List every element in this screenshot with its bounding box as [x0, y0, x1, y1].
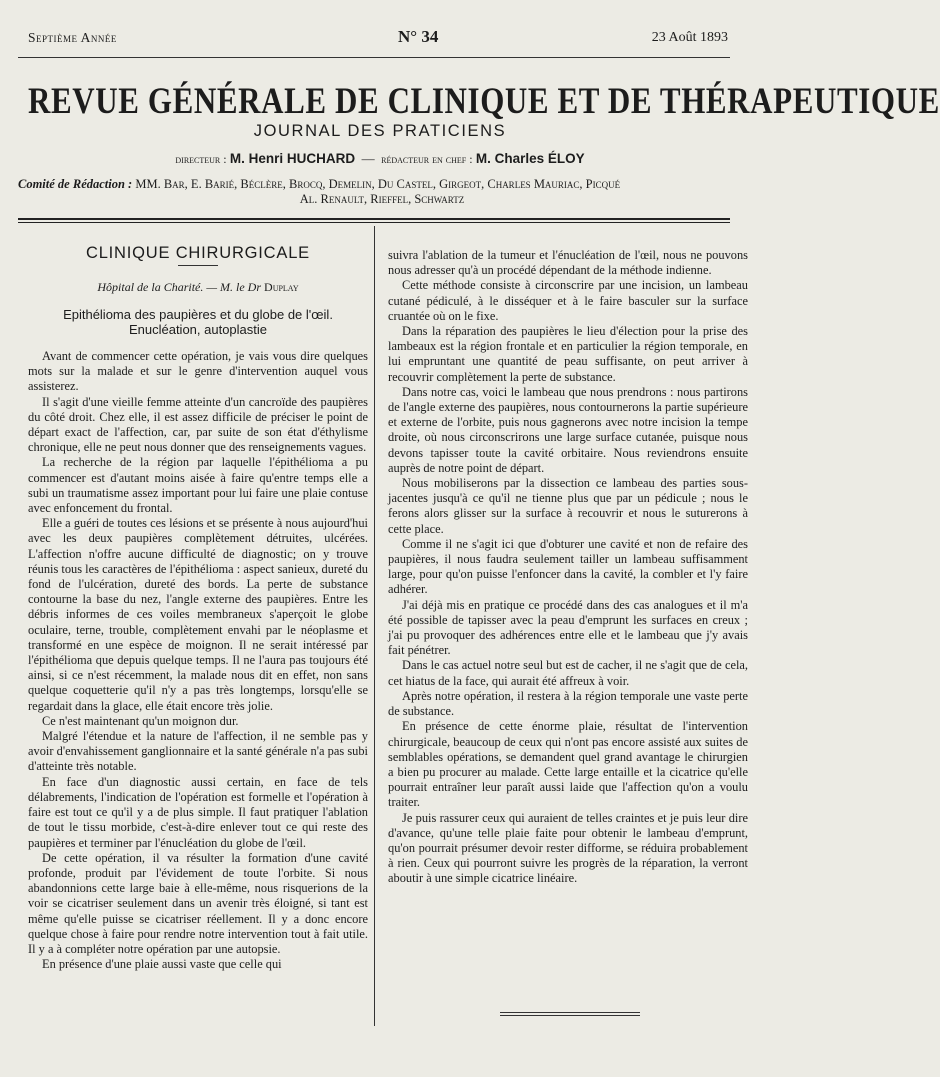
paragraph: De cette opération, il va résulter la formation d'une cavité profonde, produit par l'évidement de toute l'orbite. Si nous abandonnions cette large baie à elle-même, nous risquerions de la voir se cicatriser seulement dans un avenir très éloigné, si tant est même qu'elle puisse se cicatriser réellement. Il y a donc encore quelque chose à faire pour rendre notre intervention tout à fait utile. Il y a à compléter notre opération par une autopsie. [28, 850, 368, 956]
paragraph: Dans le cas actuel notre seul but est de cacher, il ne s'agit que de cela, cet hiatus de la face, qui aurait été affreux à voir. [388, 658, 748, 688]
paragraph: La recherche de la région par laquelle l'épithélioma a pu commencer est d'autant moins aisée à faire qu'entre temps elle a subi un traumatisme assez important pour lui faire une plaie contuse avec enfoncement du frontal. [28, 455, 368, 516]
section-title: CLINIQUE CHIRURGICALE [85, 244, 310, 262]
article-title-line1: Epithélioma des paupières et du globe de l'œil. [63, 307, 333, 322]
direction-line: directeur : M. Henri HUCHARD — rédacteur en chef : M. Charles ÉLOY [175, 151, 585, 166]
end-rule [500, 1012, 640, 1013]
paragraph: Ce n'est maintenant qu'un moignon dur. [42, 713, 239, 728]
committee-names-2: Al. Renault, Rieffel, Schwartz [299, 192, 465, 206]
paragraph: Malgré l'étendue et la nature de l'affection, il ne semble pas y avoir d'envahissement ganglionnaire et la santé générale n'a pas subi d'atteinte très notable. [28, 729, 368, 774]
paragraph: Cette méthode consiste à circonscrire par une incision, un lambeau cutané pédiculé, à le disséquer et à le faire basculer sur la surface cruantée où on le fixe. [388, 278, 748, 323]
paragraph: En présence de cette énorme plaie, résultat de l'intervention chirurgicale, beaucoup de ceux qui n'ont pas encore assisté aux suites de semblables opérations, se demandent quel grand avantage le chirurgien a bien pu procurer au malade. Cette large entaille et la cicatrice qu'elle pourrait entraîner leur paraît aussi laide que l'affection qu'on a voulu traiter. [388, 719, 748, 810]
masthead-rule-thick [18, 218, 730, 220]
journal-subtitle: JOURNAL DES PRATICIENS [253, 122, 507, 140]
author-name: Duplay [264, 280, 299, 294]
editorial-committee [18, 177, 746, 207]
editor-name: M. Charles ÉLOY [475, 151, 585, 166]
column-divider [374, 226, 375, 1026]
article-title [28, 307, 368, 337]
paragraph: Il s'agit d'une vieille femme atteinte d'un cancroïde des paupières du côté droit. Chez elle, il est assez difficile de préciser le point de départ exact de l'affection, car, par suite de son état d'éthylisme chronique, elle ne peut nous donner que des renseignements vagues. [28, 394, 368, 455]
paragraph: En présence d'une plaie aussi vaste que celle qui [42, 957, 282, 972]
paragraph: Comme il ne s'agit ici que d'obturer une cavité et non de refaire des paupières, il nous faudra seulement tailler un lambeau suffisamment large, pour qu'on puisse l'enfoncer dans la cavité, la combler et l'y faire adhérer. [388, 536, 748, 597]
section-rule [178, 265, 218, 266]
director-name: M. Henri HUCHARD [229, 151, 356, 166]
paragraph: Avant de commencer cette opération, je vais vous dire quelques mots sur la malade et sur le genre d'intervention auquel vous assisterez. [28, 349, 368, 394]
right-column [388, 248, 748, 887]
paragraph: suivra l'ablation de la tumeur et l'énucléation de l'œil, nous ne pouvons nous adresser qu'à un procédé dépendant de la méthode indienne. [388, 248, 748, 278]
hospital-text: Hôpital de la Charité. — M. le Dr [97, 280, 262, 294]
masthead-rule-thin [18, 222, 730, 223]
editor-label: rédacteur en chef : [381, 152, 473, 166]
paragraph: J'ai déjà mis en pratique ce procédé dans des cas analogues et il m'a été possible de tapisser avec la peau d'emprunt les surfaces en creux ; j'ai pu provoquer des adhérences entre elle et le lambeau que j'y avais fait pénétrer. [388, 597, 748, 658]
hospital-line [28, 280, 368, 295]
paragraph: Dans notre cas, voici le lambeau que nous prendrons : nous partirons de l'angle externe des paupières, nous contournerons la partie supérieure et externe de l'orbite, puis nous gagnerons avec notre incision la tempe droite, où nous circonscrirons une large surface cutanée, puisque nous devons tapisser toute la cavité orbitaire. Nous reviendrons ensuite auprès de notre point de départ. [388, 384, 748, 475]
issue-date: 23 Août 1893 [651, 30, 728, 45]
paragraph: Nous mobiliserons par la dissection ce lambeau des parties sous-jacentes jusqu'à ce qu'il ne tienne plus que par un pédicule ; nous le ferons alors glisser sur la surface à recouvrir et nous le suturerons à cette place. [388, 476, 748, 536]
committee-label: Comité de Rédaction : [18, 177, 133, 191]
volume-year: Septième Année [28, 30, 117, 45]
right-body [388, 248, 748, 887]
paragraph: Je puis rassurer ceux qui auraient de telles craintes et je puis leur dire d'avance, qu'une telle plaie faite pour obtenir le lambeau d'emprunt, qu'on pourrait présumer devoir rester difforme, se réduira probablement à rien. Ceux qui pourront suivre les progrès de la réparation, la verront aboutir à une simple cicatrice linéaire. [388, 810, 748, 886]
article-title-line2: Enucléation, autoplastie [128, 322, 268, 337]
paragraph: Après notre opération, il restera à la région temporale une vaste perte de substance. [388, 688, 748, 719]
end-rule-2 [500, 1015, 640, 1016]
issue-number: N° 34 [398, 27, 439, 46]
header-rule [18, 57, 730, 58]
left-column [28, 244, 368, 972]
director-label: directeur : [175, 152, 227, 166]
left-body [28, 349, 368, 972]
paragraph: Elle a guéri de toutes ces lésions et se présente à nous aujourd'hui avec les deux paupières complètement détruites, ulcérées. L'affection n'offre aucune difficulté de diagnostic; on y trouve réunis tous les caractères de l'épithélioma : aspect sanieux, dureté du fond de l'ulcération, dureté des bords. La perte de substance contourne la base du nez, l'angle externe des paupières. Entre les débris informes de ces voiles membraneux s'aperçoit le globe oculaire, terne, trouble, complètement envahi par le néoplasme et transformé en une espèce de moignon. Il ne serait intéressé par l'épithélioma que depuis quelque temps. Il ne l'aura pas toujours été ainsi, si ce n'est récemment, la malade nous dit en effet, non sans quelque coquetterie qu'il n'y a pas très longtemps, lorsqu'elle se regardait dans la glace, elle était encore très jolie. [28, 516, 368, 713]
paragraph: En face d'un diagnostic aussi certain, en face de tels délabrements, l'indication de l'opération est formelle et l'opération à faire est tout ce qu'il y a de plus simple. Il faut pratiquer l'ablation de tout le tissu morbide, c'est-à-dire enlever tout ce qui reste des paupières et terminer par l'énucléation du globe de l'œil. [28, 774, 368, 850]
paragraph: Dans la réparation des paupières le lieu d'élection pour la prise des lambeaux est la région frontale et en particulier la région temporale, en lui empruntant une quantité de peau suffisante, on peut arriver à recouvrir complètement la perte de substance. [388, 324, 748, 384]
committee-names-1: MM. Bar, E. Barié, Béclère, Brocq, Demelin, Du Castel, Girgeot, Charles Mauriac, Picqué [135, 177, 621, 191]
journal-title: REVUE GÉNÉRALE DE CLINIQUE ET DE THÉRAPEUTIQUE [28, 80, 940, 122]
running-head [28, 27, 728, 52]
